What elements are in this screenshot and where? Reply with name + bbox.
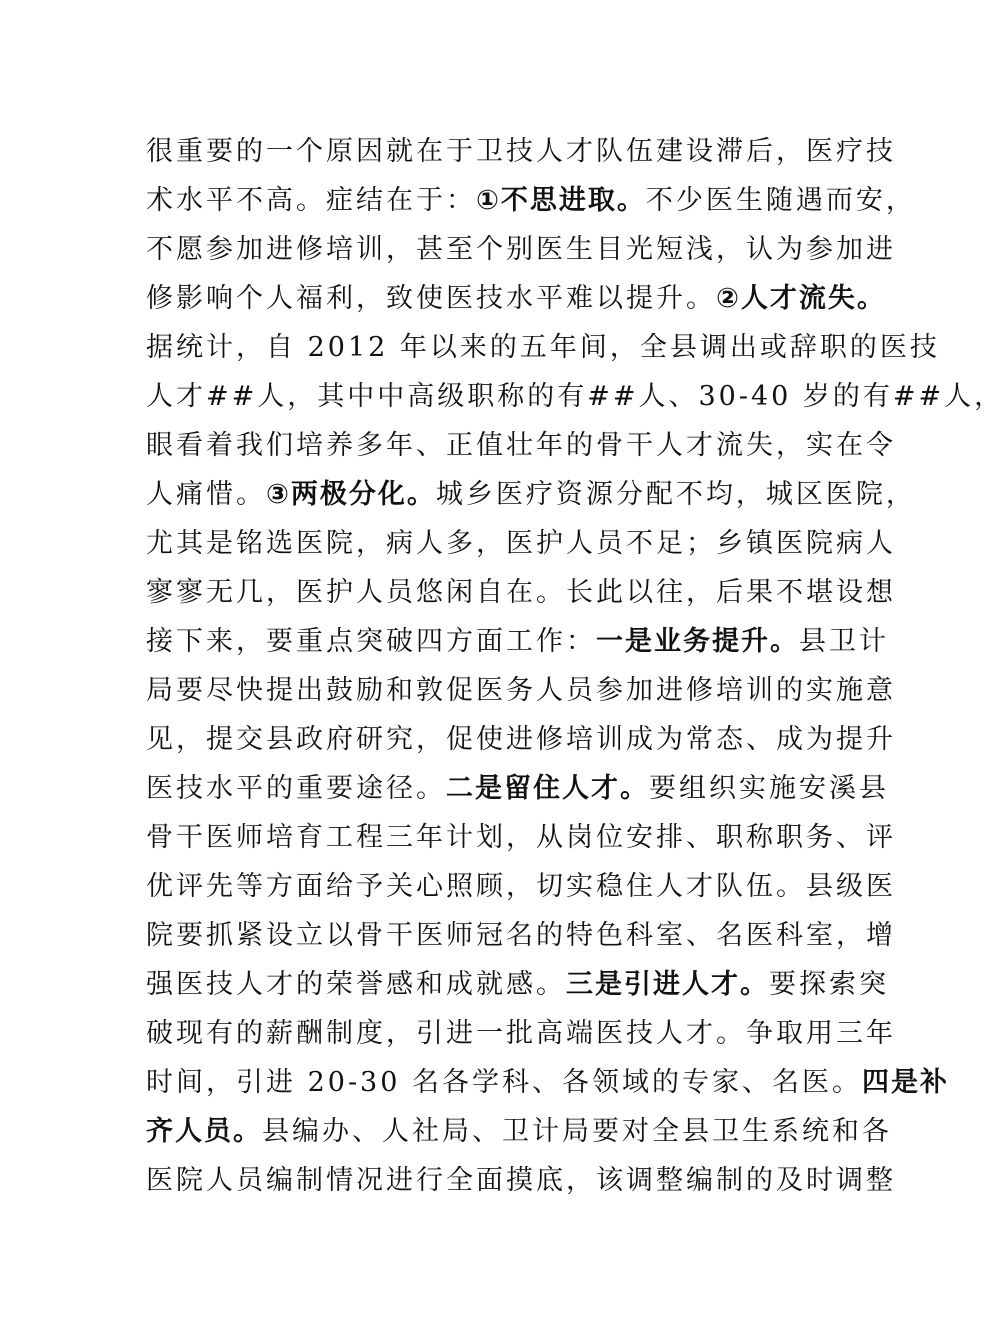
text-line: [146, 765, 889, 813]
text-line: [146, 814, 896, 862]
text-line: [146, 1108, 892, 1156]
bold-heading-segment: ①不思进取。: [476, 185, 646, 216]
text-segment: 强医技人才的荣誉感和成就感。: [146, 969, 566, 1000]
text-segment: 局要尽快提出鼓励和敦促医务人员参加进修培训的实施意: [146, 675, 896, 706]
text-segment: 不愿参加进修培训，甚至个别医生目光短浅，认为参加进: [146, 234, 896, 265]
text-line: [146, 324, 940, 372]
text-line: [146, 618, 889, 666]
text-segment: 院要抓紧设立以骨干医师冠名的特色科室、名医科室，增: [146, 920, 896, 951]
text-segment: 县卫计: [799, 626, 889, 657]
text-segment: 很重要的一个原因就在于卫技人才队伍建设滞后，医疗技: [146, 136, 896, 167]
bold-heading-segment: 四是补: [862, 1067, 950, 1098]
text-segment: 县编办、人社局、卫计局要对全县卫生系统和各: [262, 1116, 892, 1147]
text-segment: 尤其是铭选医院，病人多，医护人员不足；乡镇医院病人: [146, 528, 896, 559]
text-line: [146, 667, 896, 715]
text-line: [146, 1157, 896, 1205]
text-segment: 优评先等方面给予关心照顾，切实稳住人才队伍。县级医: [146, 871, 896, 902]
text-segment: 人痛惜。: [146, 479, 266, 510]
text-segment: 城乡医疗资源分配不均，城区医院，: [435, 479, 916, 510]
bold-heading-segment: 齐人员。: [146, 1116, 262, 1147]
bold-heading-segment: ③两极分化。: [266, 479, 436, 510]
text-segment: 要组织实施安溪县: [649, 773, 889, 804]
text-segment: 术水平不高。症结在于：: [146, 185, 476, 216]
text-line: [146, 373, 1004, 421]
text-line: [146, 520, 896, 568]
text-line: [146, 863, 896, 911]
bold-heading-segment: 一是业务提升。: [596, 626, 799, 657]
bold-heading-segment: ②人才流失。: [716, 283, 886, 314]
text-line: [146, 177, 916, 225]
text-segment: 医技水平的重要途径。: [146, 773, 446, 804]
text-line: [146, 716, 896, 764]
text-segment: 骨干医师培育工程三年计划，从岗位安排、职称职务、评: [146, 822, 896, 853]
text-segment: 寥寥无几，医护人员悠闲自在。长此以往，后果不堪设想: [146, 577, 896, 608]
text-segment: 眼看着我们培养多年、正值壮年的骨干人才流失，实在令: [146, 430, 896, 461]
bold-heading-segment: 二是留住人才。: [446, 773, 649, 804]
text-line: [146, 471, 916, 519]
text-segment: 不少医生随遇而安，: [645, 185, 916, 216]
text-line: [146, 1059, 950, 1107]
text-line: [146, 275, 886, 323]
text-segment: 接下来，要重点突破四方面工作：: [146, 626, 596, 657]
text-line: [146, 961, 889, 1009]
text-line: [146, 422, 896, 470]
text-line: [146, 569, 896, 617]
text-segment: 据统计，自 2012 年以来的五年间，全县调出或辞职的医技: [146, 332, 940, 363]
text-segment: 见，提交县政府研究，促使进修培训成为常态、成为提升: [146, 724, 896, 755]
text-line: [146, 128, 896, 176]
text-segment: 时间，引进 20-30 名各学科、各领域的专家、名医。: [146, 1067, 863, 1098]
text-segment: 人才##人，其中中高级职称的有##人、30-40 岁的有##人，: [146, 381, 1004, 412]
text-line: [146, 226, 896, 274]
text-line: [146, 912, 896, 960]
text-segment: 修影响个人福利，致使医技水平难以提升。: [146, 283, 716, 314]
bold-heading-segment: 三是引进人才。: [566, 969, 769, 1000]
text-segment: 医院人员编制情况进行全面摸底，该调整编制的及时调整: [146, 1165, 896, 1196]
text-line: [146, 1010, 896, 1058]
text-segment: 要探索突: [769, 969, 889, 1000]
text-segment: 破现有的薪酬制度，引进一批高端医技人才。争取用三年: [146, 1018, 896, 1049]
